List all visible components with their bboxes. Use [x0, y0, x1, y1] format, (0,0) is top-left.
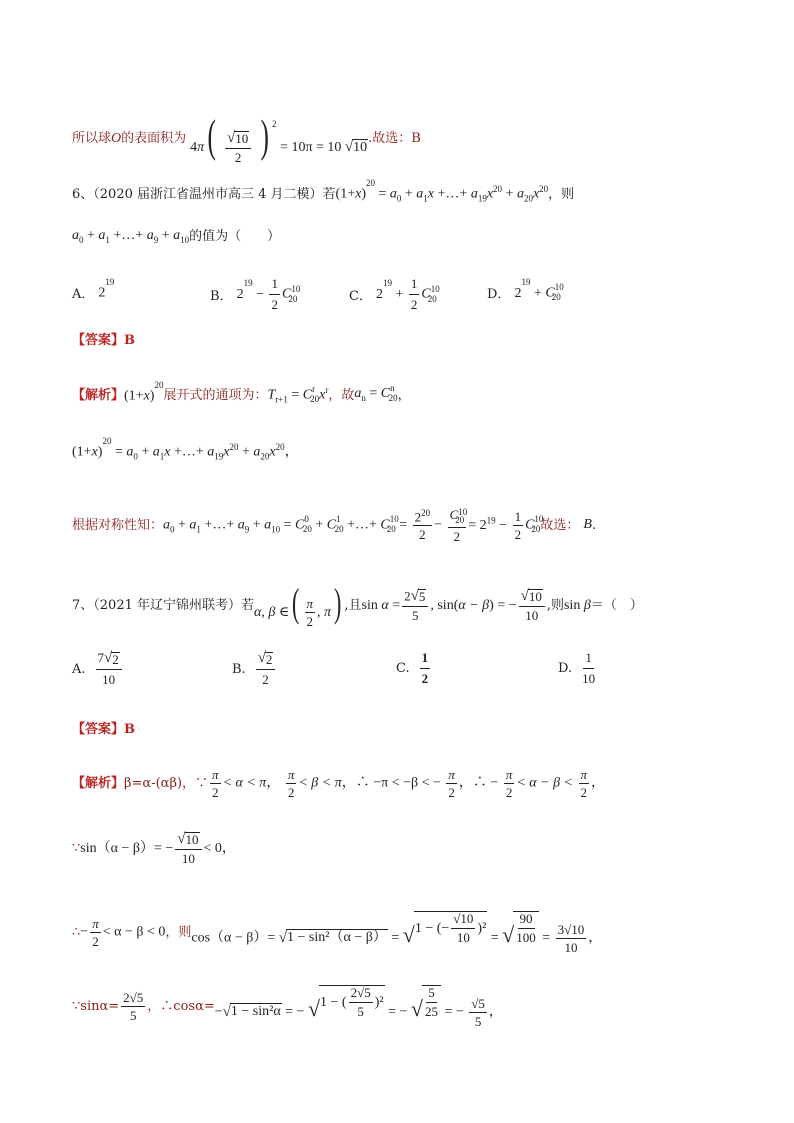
q6-symmetry-end: 故选：: [540, 517, 580, 533]
sqrt-value: 10: [353, 139, 368, 155]
q7-interval: α, β ∈( $\frac{\pi}{2}$ , π): [254, 580, 342, 630]
q6-expansion: $(1+x)^{20} = a_0 + a_1x$ +…+ $a_{19}x^{20} + a_{20}x^{20}$，: [72, 436, 299, 462]
q6-explanation-tag: 【解析】: [72, 387, 125, 403]
surface-area-result: = 10π = 10: [280, 140, 342, 155]
q7-option-c-label: C.: [396, 661, 410, 676]
question-7-head: 7、（2021 年辽宁锦州联考）若: [72, 598, 254, 614]
q6-exp-mid2: ，故: [328, 387, 355, 403]
conclusion-line: [72, 110, 734, 166]
question-6-head: 6、（2020 届浙江省温州市高三 4 月二模）若: [72, 186, 336, 202]
question-7-paren: ＝（ ）: [590, 598, 643, 614]
q6-answer: 【答案】B: [72, 333, 135, 348]
conclusion-text: 所以球: [72, 131, 112, 147]
question-6: [72, 178, 734, 204]
q6-option-b: B． $2^{19}$ − $\frac{1}{2}$ $C_{1020}$: [210, 276, 301, 312]
coefficient-sum: $a_0 + a_1$ +…+ $a_9 + a_{10}$: [72, 228, 190, 245]
q7-sin-diff-negative: sin（α − β）= − √ 10 10 < 0，: [80, 831, 236, 867]
q7-sin-value: $\frac{2√5}{5}$: [123, 989, 144, 1023]
q7-option-d-label: D.: [558, 661, 573, 676]
coefficient-formula: $a_n = C_{n20}$: [354, 383, 398, 404]
q7-option-c: C. $\frac{1}{2}$: [396, 650, 429, 686]
q7-cos-formula: cos（α − β）= √ 1 − sin²（α − β） = √ 1 − (− $\frac{√10}{10}$ )² = √ $\frac{90}{100}$ = $\frac{3√10}{10}$ ，: [191, 911, 603, 955]
question-7-mid: ,且: [344, 598, 362, 614]
q7-cos-alpha-formula: − √ 1 − sin²α = − √ 1 − ( $\frac{2√5}{5}$ )² = − √ $\frac{5}{25}$ = − $\frac{√5}{5}$ ，: [214, 985, 503, 1029]
q6-symmetry-answer: B: [583, 517, 592, 533]
question-6-line-2: [72, 229, 734, 245]
q7-because: ∵: [72, 841, 81, 857]
q7-then-cos: ，则: [165, 924, 192, 940]
q7-option-b-label: B.: [232, 661, 246, 677]
q6-exp-end: ，: [397, 387, 411, 403]
general-term: $T_{r+1} = C_{r20}x^r$: [267, 384, 329, 405]
q6-exp-binomial: $(1+x)^{20}$: [124, 379, 164, 404]
q6-option-b-label: B．: [210, 289, 233, 304]
sphere-label: O: [111, 130, 122, 146]
q7-explanation-tag: 【解析】: [72, 776, 125, 791]
q6-option-d-label: D．: [487, 287, 511, 303]
q6-option-a-label: A．: [72, 287, 95, 302]
q7-range-1: $\frac{\pi}{2}$ < α < π， $\frac{\pi}{2}$ < β < π，∴ −π < −β < − $\frac{\pi}{2}$ ，∴ − $\frac{\pi}{2}$ < α − β < $\frac{\pi}{2}$ ，: [212, 767, 606, 800]
q7-option-a-label: A.: [72, 661, 86, 677]
q6-option-c: C． $2^{19}$ + $\frac{1}{2}$ $C_{1020}$: [349, 276, 440, 312]
q6-option-d: D． $2^{19} + C_{1020}$: [487, 277, 564, 303]
q7-cos-calc: − $\frac{\pi}{2}$ < α − β < 0: [80, 915, 166, 949]
q6-symmetry-formula: $a_0 + a_1$ +…+ $a_9 + a_{10} = C_{020} + C_{120}$ +…+ $C_{1020}$ = $\frac{2^{20}}{2}$ − $\frac{C_{1020}}{2}$ = $2^{19}$ − $\frac{1}{2}$ $C_{1020}$: [163, 506, 544, 544]
binomial-expansion: $(1+x)^{20} = a_0 + a_1x$ +…+ $a_{19}x^{20} + a_{20}x^{20}$: [335, 178, 549, 204]
q7-therefore: ∴: [72, 924, 81, 940]
surface-area-formula: 4π( √ 10 2 ) $^2$ = 10π = 10 √ 10: [190, 110, 368, 166]
question-6-tail: ，则: [548, 186, 575, 202]
q7-sin-alpha: sin α = 2 √ 5 5: [362, 589, 431, 622]
q6-option-a: A． $2^{19}$: [72, 277, 115, 302]
question-6-line-2-tail: 的值为（ ）: [189, 229, 281, 245]
q7-answer: 【答案】B: [72, 722, 135, 737]
q6-symmetry-line: 根据对称性知： $a_0 + a_1$ +…+ $a_9 + a_{10} = C_{020} + C_{120}$ +…+ $C_{1020}$ = $\frac{2^{20}}{2}$ − $\frac{C_{1020}}{2}$ = $2^{19}$ − $\frac{1}{2}$ $C_{1020}$ 故选： B .: [72, 506, 597, 544]
q7-explanation: [72, 768, 734, 799]
question-7: [72, 580, 734, 630]
q6-option-c-label: C．: [349, 289, 372, 304]
q7-option-a: A. 7 √ 2 10: [72, 650, 124, 688]
q6-expansion-line: [72, 436, 734, 462]
conclusion-text-2: 的表面积为: [121, 131, 187, 147]
q7-sin-diff-line: [72, 832, 734, 865]
q6-explanation: [72, 379, 734, 405]
q7-sin-diff: , sin(α − β) = − √ 10 10: [430, 589, 546, 622]
q7-sin-label: sinα=: [80, 998, 120, 1014]
q7-exp-1: β=α-(αβ)，∵: [124, 776, 209, 791]
conclusion-tail: .故选：B: [368, 131, 421, 147]
question-7-then: ,则: [546, 598, 564, 614]
q6-symmetry-tag: 根据对称性知：: [72, 517, 164, 533]
q7-cos-alpha-line: [72, 985, 734, 1028]
q7-cos-line: [72, 911, 734, 954]
q7-sin-beta: sin β: [563, 597, 591, 613]
q7-option-b: B. √ 2 2: [232, 650, 277, 688]
q7-option-d: D. $\frac{1}{10}$: [558, 650, 596, 686]
q7-because-2: ∵: [72, 998, 81, 1014]
q7-cos-label: ，∴cosα=: [147, 998, 215, 1014]
q6-exp-mid: 展开式的通项为：: [163, 387, 268, 403]
